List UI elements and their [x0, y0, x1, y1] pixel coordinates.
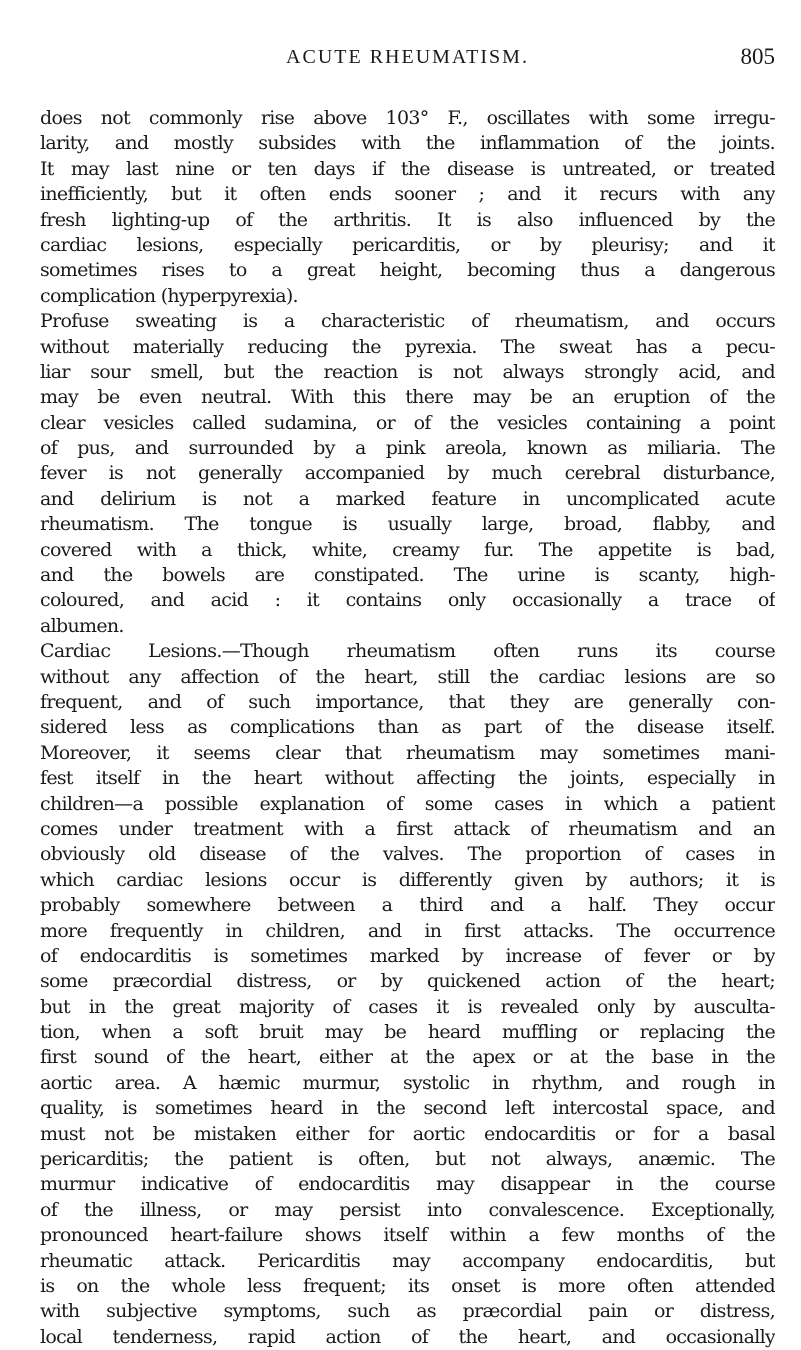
text-line: comes under treatment with a first attack of rheumatism and an [40, 817, 775, 840]
text-line: rheumatic attack. Pericarditis may accompany endocarditis, but [40, 1249, 775, 1272]
text-line: obviously old disease of the valves. The proportion of cases in [40, 843, 775, 866]
text-line: of the illness, or may persist into convalescence. Exceptionally, [40, 1198, 775, 1221]
text-line: Profuse sweating is a characteristic of rheumatism, and occurs [40, 310, 775, 333]
text-line: sometimes rises to a great height, becoming thus a dangerous [40, 259, 775, 282]
running-head [40, 44, 775, 74]
text-line: fresh lighting-up of the arthritis. It is also influenced by the [40, 208, 775, 231]
text-line: complication (hyperpyrexia). [40, 284, 298, 307]
text-line: tion, when a soft bruit may be heard muffling or replacing the [40, 1021, 775, 1044]
text-line: quality, is sometimes heard in the second left intercostal space, and [40, 1097, 775, 1120]
text-line: pronounced heart-failure shows itself within a few months of the [40, 1224, 775, 1247]
text-line: and delirium is not a marked feature in uncomplicated acute [40, 487, 775, 510]
text-line: coloured, and acid : it contains only occasionally a trace of [40, 589, 775, 612]
text-line: It may last nine or ten days if the disease is untreated, or treated [40, 157, 775, 180]
text-line: may be even neutral. With this there may be an eruption of the [40, 386, 775, 409]
text-line: without materially reducing the pyrexia. The sweat has a pecu- [40, 335, 775, 358]
text-line: rheumatism. The tongue is usually large, broad, flabby, and [40, 513, 775, 536]
text-line: children—a possible explanation of some cases in which a patient [40, 792, 775, 815]
text-line: some præcordial distress, or by quickened action of the heart; [40, 970, 775, 993]
text-line: frequent, and of such importance, that they are generally con- [40, 690, 775, 713]
text-line: larity, and mostly subsides with the inflammation of the joints. [40, 132, 775, 155]
text-line: local tenderness, rapid action of the heart, and occasionally [40, 1325, 775, 1348]
text-line: murmur indicative of endocarditis may disappear in the course [40, 1173, 775, 1196]
text-line: probably somewhere between a third and a half. They occur [40, 894, 775, 917]
text-line: cardiac lesions, especially pericarditis, or by pleurisy; and it [40, 233, 775, 256]
text-line: and the bowels are constipated. The urine is scanty, high- [40, 564, 775, 587]
text-line: fest itself in the heart without affecting the joints, especially in [40, 767, 775, 790]
text-line: more frequently in children, and in first attacks. The occurrence [40, 919, 775, 942]
text-line: is on the whole less frequent; its onset is more often attended [40, 1274, 775, 1297]
text-line: Moreover, it seems clear that rheumatism may sometimes mani- [40, 741, 775, 764]
text-line: fever is not generally accompanied by much cerebral disturbance, [40, 462, 775, 485]
running-title: ACUTE RHEUMATISM. [286, 46, 529, 68]
page-number: 805 [740, 44, 775, 69]
text-line: Cardiac Lesions.—Though rheumatism often runs its course [40, 640, 775, 663]
text-line: inefficiently, but it often ends sooner ; and it recurs with any [40, 183, 775, 206]
text-line: of endocarditis is sometimes marked by increase of fever or by [40, 944, 775, 967]
text-line: aortic area. A hæmic murmur, systolic in rhythm, and rough in [40, 1071, 775, 1094]
text-line: must not be mistaken either for aortic endocarditis or for a basal [40, 1122, 775, 1145]
text-line: first sound of the heart, either at the apex or at the base in the [40, 1046, 775, 1069]
text-line: but in the great majority of cases it is revealed only by ausculta- [40, 995, 775, 1018]
text-line: pericarditis; the patient is often, but not always, anæmic. The [40, 1148, 775, 1171]
text-line: clear vesicles called sudamina, or of the vesicles containing a point [40, 411, 775, 434]
text-line: does not commonly rise above 103° F., oscillates with some irregu- [40, 107, 775, 129]
text-line: of pus, and surrounded by a pink areola, known as miliaria. The [40, 437, 775, 460]
text-line: liar sour smell, but the reaction is not always strongly acid, and [40, 360, 775, 383]
text-line: which cardiac lesions occur is differently given by authors; it is [40, 868, 775, 891]
text-line: albumen. [40, 614, 124, 637]
body-text [40, 106, 775, 1350]
text-line: without any affection of the heart, still the cardiac lesions are so [40, 665, 775, 688]
text-line: with subjective symptoms, such as præcordial pain or distress, [40, 1300, 775, 1323]
text-line: covered with a thick, white, creamy fur. The appetite is bad, [40, 538, 775, 561]
text-line: sidered less as complications than as part of the disease itself. [40, 716, 775, 739]
